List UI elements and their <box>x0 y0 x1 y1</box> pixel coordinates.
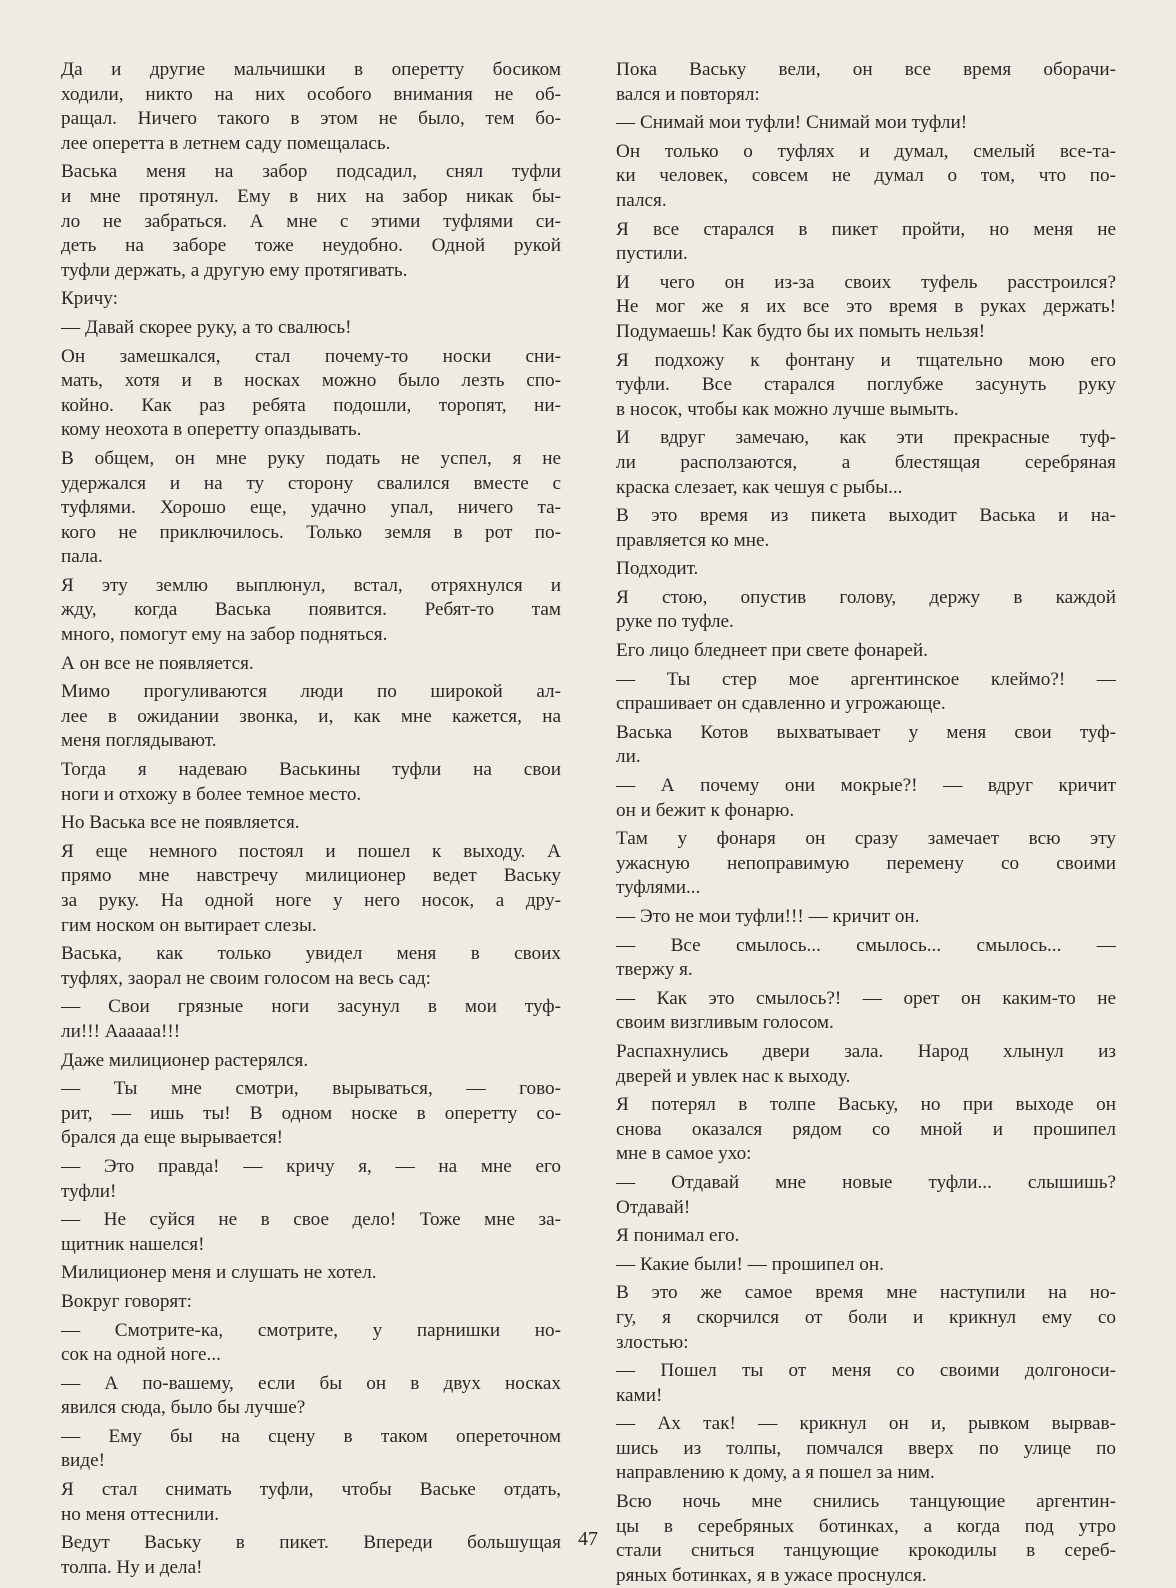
paragraph <box>61 1425 561 1474</box>
text-line: гим носком он вытирает слезы. <box>61 914 317 936</box>
paragraph <box>616 1224 1116 1249</box>
text-line: Там у фонаря он сразу замечает всю эту <box>616 828 1116 850</box>
text-line: жду, когда Васька появится. Ребят-то там <box>61 599 561 621</box>
paragraph <box>616 218 1116 267</box>
text-line: пался. <box>616 189 667 211</box>
left-column <box>61 58 561 1580</box>
text-line: койно. Как раз ребята подошли, торопят, ни- <box>61 394 561 416</box>
paragraph <box>616 349 1116 423</box>
paragraph <box>616 934 1116 983</box>
text-line: Его лицо бледнеет при свете фонарей. <box>616 640 928 662</box>
paragraph <box>616 586 1116 635</box>
paragraph <box>616 271 1116 345</box>
text-line: — А по-вашему, если бы он в двух носках <box>61 1372 561 1394</box>
text-line: туфли. Все старался поглубже засунуть руку <box>616 374 1116 396</box>
text-line: туфлях, заорал не своим голосом на весь сад: <box>61 967 431 989</box>
text-line: Подумаешь! Как будто бы их помыть нельзя! <box>616 320 986 342</box>
text-line: и мне протянул. Ему в них на забор никак бы- <box>61 185 561 207</box>
text-line: Я еще немного постоял и пошел к выходу. А <box>61 840 561 862</box>
paragraph <box>61 1077 561 1151</box>
paragraph <box>616 426 1116 500</box>
text-line: — Давай скорее руку, а то свалюсь! <box>61 316 352 338</box>
paragraph <box>616 1171 1116 1220</box>
text-line: прямо мне навстречу милиционер ведет Ваську <box>61 865 561 887</box>
paragraph <box>616 639 1116 664</box>
text-line: ли расползаются, а блестящая серебряная <box>616 451 1116 473</box>
paragraph <box>616 1093 1116 1167</box>
text-line: — Снимай мои туфли! Снимай мои туфли! <box>616 112 968 134</box>
text-line: дверей и увлек нас к выходу. <box>616 1065 851 1087</box>
text-line: ками! <box>616 1384 663 1406</box>
text-line: мне в самое ухо: <box>616 1143 752 1165</box>
paragraph <box>616 1359 1116 1408</box>
text-line: ли. <box>616 746 641 768</box>
text-line: — Это правда! — кричу я, — на мне его <box>61 1155 561 1177</box>
paragraph <box>616 504 1116 553</box>
text-line: ращал. Ничего такого в этом не было, тем бо- <box>61 108 561 130</box>
text-line: правляется ко мне. <box>616 529 770 551</box>
text-line: Отдавай! <box>616 1196 691 1218</box>
text-line: — Ты стер мое аргентинское клеймо?! — <box>616 668 1116 690</box>
text-line: — Отдавай мне новые туфли... слышишь? <box>616 1171 1116 1193</box>
text-line: он и бежит к фонарю. <box>616 799 795 821</box>
text-line: Распахнулись двери зала. Народ хлынул из <box>616 1040 1116 1062</box>
text-line: щитник нашелся! <box>61 1233 205 1255</box>
text-line: — Все смылось... смылось... смылось... — <box>616 934 1116 956</box>
text-line: Он только о туфлях и думал, смелый все-та- <box>616 140 1116 162</box>
text-line: рит, — ишь ты! В одном носке в оперетту со- <box>61 1102 561 1124</box>
text-line: В общем, он мне руку подать не успел, я не <box>61 447 561 469</box>
text-line: явился сюда, было бы лучше? <box>61 1397 306 1419</box>
text-line: спрашивает он сдавленно и угрожающе. <box>616 693 946 715</box>
paragraph <box>61 1208 561 1257</box>
text-line: Кричу: <box>61 288 118 310</box>
text-line: пустили. <box>616 243 688 265</box>
text-line: Васька, как только увидел меня в своих <box>61 943 561 965</box>
text-line: удержался и на ту сторону свалился вместе с <box>61 472 561 494</box>
text-line: кому неохота в оперетту опаздывать. <box>61 419 362 441</box>
text-line: — Какие были! — прошипел он. <box>616 1253 884 1275</box>
paragraph <box>616 668 1116 717</box>
paragraph <box>61 1319 561 1368</box>
text-line: толпа. Ну и дела! <box>61 1556 203 1578</box>
text-line: брался да еще вырывается! <box>61 1127 284 1149</box>
paragraph <box>616 1412 1116 1486</box>
paragraph <box>61 942 561 991</box>
text-line: — Ах так! — крикнул он и, рывком вырвав- <box>616 1413 1116 1435</box>
page-number: 47 <box>578 1528 598 1550</box>
text-line: мать, хотя и в носках можно было лезть спо- <box>61 370 561 392</box>
paragraph <box>616 140 1116 214</box>
text-line: Васька Котов выхватывает у меня свои туф- <box>616 721 1116 743</box>
text-line: злостью: <box>616 1331 689 1353</box>
text-line: лее в ожидании звонка, и, как мне кажется, на <box>61 705 561 727</box>
paragraph <box>61 1372 561 1421</box>
text-line: — Ты мне смотри, вырываться, — гово- <box>61 1078 561 1100</box>
paragraph <box>61 680 561 754</box>
text-line: — А почему они мокрые?! — вдруг кричит <box>616 775 1116 797</box>
text-line: Не мог же я их все это время в руках держать! <box>616 296 1116 318</box>
paragraph <box>61 1049 561 1074</box>
text-line: — Свои грязные ноги засунул в мои туф- <box>61 996 561 1018</box>
paragraph <box>616 111 1116 136</box>
paragraph <box>616 987 1116 1036</box>
text-line: В это время из пикета выходит Васька и на- <box>616 505 1116 527</box>
text-line: туфли! <box>61 1180 117 1202</box>
paragraph <box>61 652 561 677</box>
paragraph <box>616 774 1116 823</box>
paragraph <box>616 827 1116 901</box>
text-line: — Не суйся не в свое дело! Тоже мне за- <box>61 1209 561 1231</box>
text-line: деть на заборе тоже неудобно. Одной рукой <box>61 235 561 257</box>
paragraph <box>61 811 561 836</box>
text-line: сок на одной ноге... <box>61 1344 221 1366</box>
text-line: ли!!! Аааааа!!! <box>61 1020 181 1042</box>
paragraph <box>616 1281 1116 1355</box>
paragraph <box>61 345 561 443</box>
text-line: Васька меня на забор подсадил, снял туфли <box>61 161 561 183</box>
paragraph <box>61 160 561 283</box>
text-line: Я эту землю выплюнул, встал, отряхнулся и <box>61 574 561 596</box>
paragraph <box>616 557 1116 582</box>
text-line: Я все старался в пикет пройти, но меня не <box>616 218 1116 240</box>
paragraph <box>61 840 561 938</box>
text-line: Вокруг говорят: <box>61 1290 192 1312</box>
text-line: ло не забраться. А мне с этими туфлями си- <box>61 210 561 232</box>
text-line: Я потерял в толпе Ваську, но при выходе он <box>616 1094 1116 1116</box>
text-line: В это же самое время мне наступили на но- <box>616 1282 1116 1304</box>
text-line: за руку. На одной ноге у него носок, а дру- <box>61 890 561 911</box>
paragraph <box>616 721 1116 770</box>
text-line: но меня оттеснили. <box>61 1503 220 1525</box>
paragraph <box>61 574 561 648</box>
text-line: виде! <box>61 1450 105 1472</box>
text-line: снова оказался рядом со мной и прошипел <box>616 1118 1116 1140</box>
text-line: твержу я. <box>616 959 693 981</box>
paragraph <box>61 1261 561 1286</box>
text-line: своим визгливым голосом. <box>616 1012 834 1034</box>
text-line: Всю ночь мне снились танцующие аргентин- <box>616 1491 1116 1513</box>
text-line: — Пошел ты от меня со своими долгоноси- <box>616 1360 1116 1382</box>
text-line: лее оперетта в летнем саду помещалась. <box>61 132 391 154</box>
paragraph <box>61 447 561 570</box>
text-line: — Ему бы на сцену в таком опереточном <box>61 1425 561 1447</box>
text-line: Я стал снимать туфли, чтобы Ваське отдать, <box>61 1479 561 1501</box>
text-line: ноги и отхожу в более темное место. <box>61 783 362 805</box>
text-line: Он замешкался, стал почему-то носки сни- <box>61 345 561 367</box>
text-line: А он все не появляется. <box>61 652 254 674</box>
text-line: Я стою, опустив голову, держу в каждой <box>616 586 1116 608</box>
text-line: ки человек, совсем не думал о том, что по- <box>616 165 1116 187</box>
paragraph <box>61 287 561 312</box>
text-line: пала. <box>61 546 103 568</box>
text-line: ужасную непоправимую перемену со своими <box>616 852 1116 874</box>
text-line: Милиционер меня и слушать не хотел. <box>61 1262 377 1284</box>
paragraph <box>61 758 561 807</box>
paragraph <box>616 1040 1116 1089</box>
text-line: Тогда я надеваю Васькины туфли на свои <box>61 759 561 781</box>
text-line: Мимо прогуливаются люди по широкой ал- <box>61 681 561 703</box>
paragraph <box>616 58 1116 107</box>
text-line: много, помогут ему на забор подняться. <box>61 624 388 646</box>
text-line: краска слезает, как чешуя с рыбы... <box>616 476 903 498</box>
text-line: кого не приключилось. Только земля в рот по- <box>61 521 561 543</box>
paragraph <box>61 1478 561 1527</box>
text-line: гу, я скорчился от боли и крикнул ему со <box>616 1306 1116 1328</box>
text-line: Я подхожу к фонтану и тщательно мою его <box>616 349 1116 371</box>
paragraph <box>61 58 561 156</box>
text-line: Подходит. <box>616 558 699 580</box>
paragraph <box>616 1253 1116 1278</box>
text-line: Ведут Ваську в пикет. Впереди большущая <box>61 1532 561 1554</box>
text-line: меня поглядывают. <box>61 730 217 752</box>
text-line: туфлями. Хорошо еще, удачно упал, ничего та- <box>61 497 561 519</box>
text-line: Да и другие мальчишки в оперетту босиком <box>61 59 561 80</box>
text-line: цы в серебряных ботинках, а когда под утро <box>616 1515 1116 1537</box>
text-line: Я понимал его. <box>616 1225 740 1247</box>
text-line: туфлями... <box>616 877 701 899</box>
text-line: — Как это смылось?! — орет он каким-то не <box>616 987 1116 1009</box>
text-line: — Смотрите-ка, смотрите, у парнишки но- <box>61 1319 561 1341</box>
paragraph <box>616 905 1116 930</box>
text-line: ряных ботинках, я в ужасе проснулся. <box>616 1564 927 1586</box>
text-line: в носок, чтобы как можно лучше вымыть. <box>616 398 959 420</box>
text-line: Пока Ваську вели, он все время оборачи- <box>616 59 1116 80</box>
paragraph <box>61 316 561 341</box>
paragraph <box>61 1155 561 1204</box>
text-line: направлению к дому, а я пошел за ним. <box>616 1462 935 1484</box>
text-line: вался и повторял: <box>616 83 760 105</box>
text-line: — Это не мои туфли!!! — кричит он. <box>616 906 920 927</box>
paragraph <box>61 1290 561 1315</box>
right-column <box>616 58 1116 1588</box>
text-line: туфли держать, а другую ему протягивать. <box>61 259 408 281</box>
text-line: И вдруг замечаю, как эти прекрасные туф- <box>616 427 1116 449</box>
text-line: Но Васька все не появляется. <box>61 812 300 834</box>
text-line: Даже милиционер растерялся. <box>61 1049 309 1071</box>
paragraph <box>61 995 561 1044</box>
text-line: И чего он из-за своих туфель расстроился? <box>616 271 1116 293</box>
text-line: шись из толпы, помчался вверх по улице по <box>616 1437 1116 1459</box>
text-line: ходили, никто на них особого внимания не об- <box>61 83 561 105</box>
text-line: стали сниться танцующие крокодилы в сереб- <box>616 1540 1116 1562</box>
text-line: руке по туфле. <box>616 611 734 633</box>
